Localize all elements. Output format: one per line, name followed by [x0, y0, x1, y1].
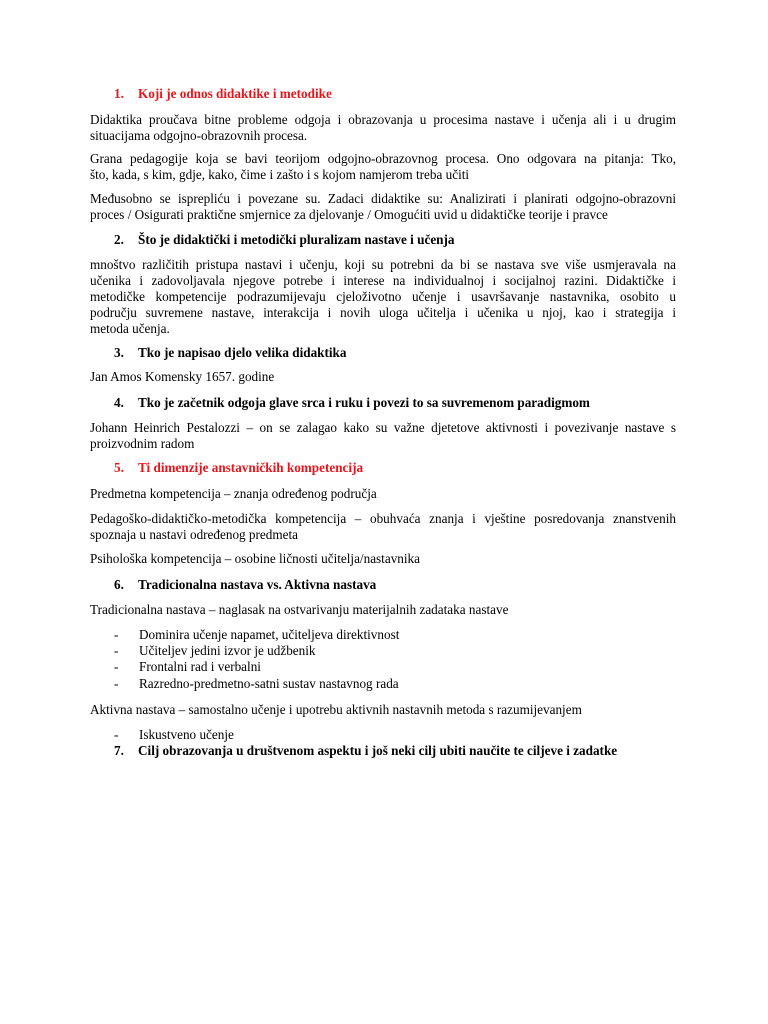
q3-answer	[90, 369, 676, 385]
question-number: 5.	[114, 460, 124, 475]
text-line: Johann Heinrich Pestalozzi – on se zalagao kako su važne djetetove aktivnosti i povezivanje nastave s	[90, 420, 676, 435]
list-item	[114, 643, 316, 659]
list-dash: -	[114, 627, 119, 642]
text-line: Pedagoško-didaktičko-metodička kompetencija – obuhvaća znanja i vještine posredovanja znanstvenih	[90, 511, 676, 526]
list-item	[114, 727, 234, 743]
question-3-heading	[114, 345, 346, 361]
q1-paragraph-3	[90, 191, 676, 223]
text-line: Tradicionalna nastava – naglasak na ostvarivanju materijalnih zadataka nastave	[90, 602, 509, 617]
question-number: 6.	[114, 577, 124, 592]
list-dash: -	[114, 676, 119, 691]
text-line: mnoštvo različitih pristupa nastavi i učenju, koji su potrebni da bi se nastava sve više usmjeravala na	[90, 257, 676, 272]
q6-active-intro	[90, 702, 676, 718]
text-line: Didaktika proučava bitne probleme odgoja i obrazovanja u procesima nastave i učenja ali i u drugim	[90, 112, 676, 127]
question-2-heading	[114, 232, 455, 248]
question-number: 3.	[114, 345, 124, 360]
question-title: Što je didaktički i metodički pluralizam nastave i učenja	[138, 232, 455, 247]
text-line: proces / Osigurati praktične smjernice za djelovanje / Omogućiti uvid u didaktičke teorije i pravce	[90, 207, 608, 222]
list-item	[114, 676, 399, 692]
list-item-text: Dominira učenje napamet, učiteljeva direktivnost	[139, 627, 400, 642]
question-title: Tradicionalna nastava vs. Aktivna nastava	[138, 577, 377, 592]
question-title: Tko je napisao djelo velika didaktika	[138, 345, 347, 360]
text-line: učenika i zadovoljavala njegove potrebe i interese na individualnoj i socijalnoj razini. Didaktičke i	[90, 273, 676, 288]
list-item-text: Učiteljev jedini izvor je udžbenik	[139, 643, 316, 658]
list-dash: -	[114, 727, 119, 742]
list-item-text: Frontalni rad i verbalni	[139, 659, 261, 674]
text-line: što, kada, s kim, gdje, kako, čime i zašto i s kojom namjerom treba učiti	[90, 167, 470, 182]
q5-paragraph-3	[90, 551, 676, 567]
q4-paragraph	[90, 420, 676, 452]
q5-paragraph-2	[90, 511, 676, 543]
question-title: Ti dimenzije anstavničkih kompetencija	[138, 460, 364, 475]
text-line: Aktivna nastava – samostalno učenje i upotrebu aktivnih nastavnih metoda s razumijevanjem	[90, 702, 582, 717]
question-6-heading	[114, 577, 376, 593]
question-number: 7.	[114, 743, 124, 758]
list-dash: -	[114, 659, 119, 674]
list-dash: -	[114, 643, 119, 658]
text-line: spoznaja u nastavi određenog predmeta	[90, 527, 298, 542]
list-item-text: Razredno-predmetno-satni sustav nastavnog rada	[139, 676, 399, 691]
q1-paragraph-1	[90, 112, 676, 144]
list-item	[114, 627, 399, 643]
text-line: Psihološka kompetencija – osobine ličnosti učitelja/nastavnika	[90, 551, 420, 566]
text-line: metodičke kompetencije podrazumijevaju cjeloživotno učenje i usavršavanje nastavnika, osobito u	[90, 289, 676, 304]
question-number: 2.	[114, 232, 124, 247]
q6-traditional-intro	[90, 602, 676, 618]
text-line: situacijama odgojno-obrazovnih procesa.	[90, 128, 308, 143]
q5-paragraph-1	[90, 486, 676, 502]
list-item	[114, 659, 261, 675]
text-line: području suvremene nastave, interakcija i novih uloga učitelja i učenika u njoj, kao i strategija i	[90, 305, 676, 320]
question-5-heading	[114, 460, 363, 476]
question-title: Koji je odnos didaktike i metodike	[138, 86, 332, 101]
question-4-heading	[114, 395, 590, 411]
text-line: metoda učenja.	[90, 321, 170, 336]
question-number: 1.	[114, 86, 124, 101]
question-title: Tko je začetnik odgoja glave srca i ruku i povezi to sa suvremenom paradigmom	[138, 395, 590, 410]
question-title: Cilj obrazovanja u društvenom aspektu i još neki cilj ubiti naučite te ciljeve i zadatke	[138, 743, 618, 758]
q1-paragraph-2	[90, 151, 676, 183]
q2-paragraph	[90, 257, 676, 337]
question-1-heading	[114, 86, 332, 102]
list-item-text: Iskustveno učenje	[139, 727, 234, 742]
text-line: Međusobno se isprepliću i povezane su. Zadaci didaktike su: Analizirati i planirati odgojno-obrazovni	[90, 191, 676, 206]
text-line: Jan Amos Komensky 1657. godine	[90, 369, 275, 384]
question-7-heading	[114, 743, 617, 759]
text-line: Grana pedagogije koja se bavi teorijom odgojno-obrazovnog procesa. Ono odgovara na pitanja: Tko,	[90, 151, 676, 166]
text-line: Predmetna kompetencija – znanja određenog područja	[90, 486, 377, 501]
text-line: proizvodnim radom	[90, 436, 195, 451]
question-number: 4.	[114, 395, 124, 410]
